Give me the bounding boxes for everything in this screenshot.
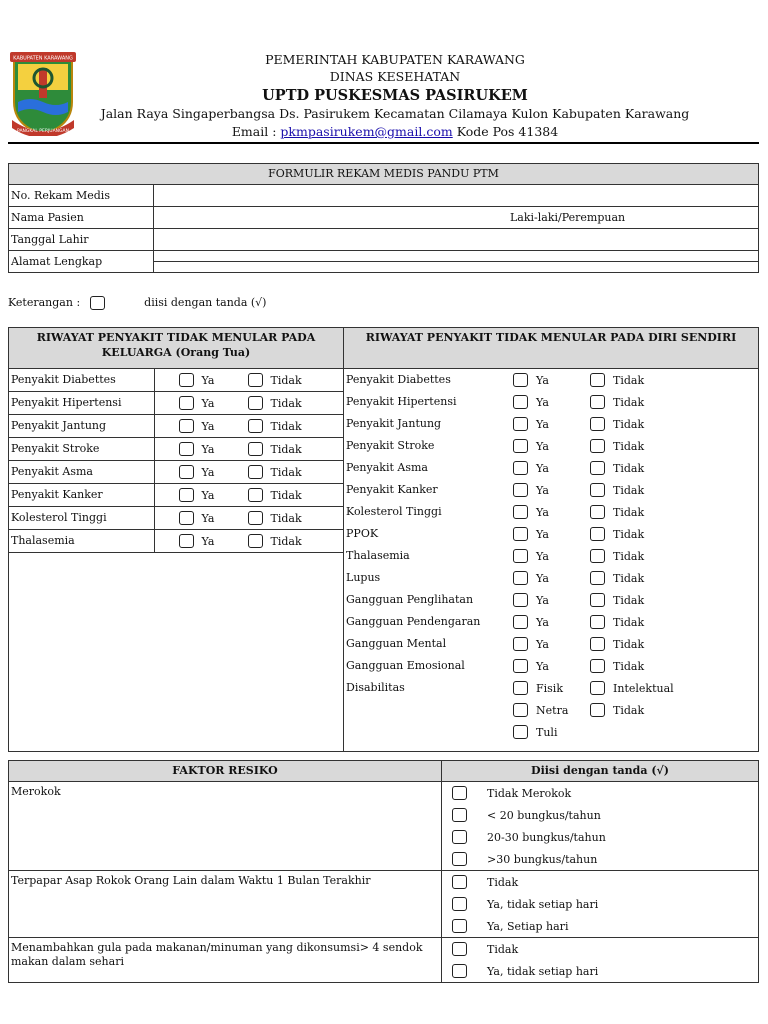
self-row [344,655,758,677]
yes-label: Ya [536,637,549,651]
self-disease-label: Penyakit Stroke [346,439,435,452]
no-label: Tidak [613,505,645,519]
risk-option-checkbox[interactable] [452,830,467,844]
family-row [9,438,343,461]
family-disease-label: Thalasemia [9,530,154,553]
family-row [9,530,343,553]
self-row [344,435,758,457]
self-disease-label: Penyakit Jantung [346,417,442,430]
disability-row [344,677,758,747]
self-options [485,413,758,435]
tanggal-lahir-field[interactable] [154,229,759,251]
yes-label: Ya [201,511,215,525]
risk-option-label: < 20 bungkus/tahun [487,808,601,822]
no-label: Tidak [613,659,645,673]
self-row [344,633,758,655]
family-options [154,369,343,392]
risk-option-checkbox[interactable] [452,942,467,956]
label-no-rekam-medis: No. Rekam Medis [9,185,154,207]
family-row [9,461,343,484]
family-disease-label: Penyakit Hipertensi [9,392,154,415]
self-disease-label: Penyakit Diabettes [346,373,451,386]
no-label: Tidak [613,571,645,585]
self-options [485,435,758,457]
self-row [344,391,758,413]
self-yes-checkbox[interactable] [513,659,528,673]
label-nama-pasien: Nama Pasien [9,207,154,229]
family-no-checkbox[interactable] [248,511,263,525]
no-label: Tidak [613,615,645,629]
risk-table [8,760,759,983]
risk-factor-label: Terpapar Asap Rokok Orang Lain dalam Waktu 1 Bulan Terakhir [9,871,442,938]
yes-label: Ya [536,593,549,607]
family-history [9,369,344,752]
no-label: Tidak [270,396,302,410]
risk-option-checkbox[interactable] [452,808,467,822]
self-row [344,589,758,611]
header-contact [0,124,768,139]
self-disease-label: Gangguan Emosional [346,659,465,672]
self-disease-label: Penyakit Kanker [346,483,438,496]
family-empty-area [9,553,343,752]
yes-label: Ya [536,615,549,629]
yes-label: Ya [536,505,549,519]
self-options [485,501,758,523]
self-disease-label: Lupus [346,571,381,584]
family-yes-checkbox[interactable] [179,465,194,479]
self-row [344,501,758,523]
self-yes-checkbox[interactable] [513,637,528,651]
identity-table [8,163,759,273]
risk-row [9,938,759,983]
self-no-checkbox[interactable] [590,395,605,409]
self-row [344,479,758,501]
family-no-checkbox[interactable] [248,488,263,502]
family-yes-checkbox[interactable] [179,534,194,548]
self-disease-label: Penyakit Asma [346,461,428,474]
self-no-checkbox[interactable] [590,439,605,453]
history-left-header: RIWAYAT PENYAKIT TIDAK MENULAR PADA KELUARGA (Orang Tua) [9,328,344,369]
risk-option-checkbox[interactable] [452,852,467,866]
self-options [485,457,758,479]
self-no-checkbox[interactable] [590,615,605,629]
self-yes-checkbox[interactable] [513,527,528,541]
family-disease-label: Penyakit Diabettes [9,369,154,392]
family-options [154,461,343,484]
self-disease-label: Gangguan Pendengaran [346,615,481,628]
self-yes-checkbox[interactable] [513,505,528,519]
family-no-checkbox[interactable] [248,534,263,548]
email-label: Email : [231,124,281,139]
self-no-checkbox[interactable] [590,659,605,673]
self-disease-label: Thalasemia [346,549,410,562]
self-history [344,369,759,752]
note-text: diisi dengan tanda (√) [144,296,267,309]
self-disease-label: Gangguan Mental [346,637,447,650]
letterhead [0,0,768,150]
self-yes-checkbox[interactable] [513,461,528,475]
form-title: FORMULIR REKAM MEDIS PANDU PTM [9,164,759,185]
family-yes-checkbox[interactable] [179,419,194,433]
no-label: Tidak [270,442,302,456]
self-options [485,567,758,589]
yes-label: Ya [536,483,549,497]
self-yes-checkbox[interactable] [513,571,528,585]
yes-label: Ya [536,659,549,673]
no-label: Tidak [270,373,302,387]
self-yes-checkbox[interactable] [513,373,528,387]
yes-label: Ya [536,461,549,475]
opt-intelektual: Intelektual [613,681,674,695]
risk-options [442,782,759,871]
self-no-checkbox[interactable] [590,417,605,431]
self-no-checkbox[interactable] [590,571,605,585]
risk-option-label: Tidak Merokok [487,786,572,800]
email-link[interactable]: pkmpasirukem@gmail.com [280,124,453,139]
self-row [344,457,758,479]
self-options [485,589,758,611]
family-options [154,530,343,553]
self-options [485,545,758,567]
note-checkbox [90,296,105,310]
risk-left-header: FAKTOR RESIKO [9,761,442,782]
disability-label: Disabilitas [346,681,405,694]
self-no-checkbox[interactable] [590,461,605,475]
disability-intelektual-checkbox[interactable] [590,681,605,695]
no-label: Tidak [270,465,302,479]
self-yes-checkbox[interactable] [513,483,528,497]
risk-option-checkbox[interactable] [452,875,467,889]
history-table [8,327,759,752]
label-tanggal-lahir: Tanggal Lahir [9,229,154,251]
family-disease-label: Kolesterol Tinggi [9,507,154,530]
family-no-checkbox[interactable] [248,396,263,410]
self-no-checkbox[interactable] [590,505,605,519]
yes-label: Ya [536,439,549,453]
no-label: Tidak [613,483,645,497]
risk-option-checkbox[interactable] [452,964,467,978]
opt-tuli: Tuli [536,725,558,739]
risk-right-header: Diisi dengan tanda (√) [442,761,759,782]
self-yes-checkbox[interactable] [513,549,528,563]
risk-options [442,938,759,983]
self-disease-label: Kolesterol Tinggi [346,505,442,518]
no-label: Tidak [270,488,302,502]
family-options [154,392,343,415]
family-options [154,415,343,438]
risk-option-checkbox[interactable] [452,897,467,911]
self-disease-label: Penyakit Hipertensi [346,395,457,408]
self-no-checkbox[interactable] [590,593,605,607]
risk-option-label: 20-30 bungkus/tahun [487,830,606,844]
risk-option-checkbox[interactable] [452,919,467,933]
risk-options [442,871,759,938]
self-row [344,523,758,545]
family-row [9,507,343,530]
yes-label: Ya [201,442,215,456]
no-label: Tidak [613,461,645,475]
risk-row [9,871,759,938]
family-no-checkbox[interactable] [248,419,263,433]
header-address: Jalan Raya Singaperbangsa Ds. Pasirukem Kecamatan Cilamaya Kulon Kabupaten Karawang [100,106,690,121]
yes-label: Ya [536,527,549,541]
self-options [485,611,758,633]
header-divider [8,142,759,144]
yes-label: Ya [536,373,549,387]
self-no-checkbox[interactable] [590,527,605,541]
family-disease-label: Penyakit Asma [9,461,154,484]
disability-options [485,677,758,747]
logo-text-bottom: PANGKAL PERJUANGAN [17,129,69,134]
yes-label: Ya [536,417,549,431]
yes-label: Ya [201,534,215,548]
family-options [154,484,343,507]
self-no-checkbox[interactable] [590,549,605,563]
self-history-list [344,369,758,747]
note-label: Keterangan : [8,296,81,309]
risk-factor-label: Menambahkan gula pada makanan/minuman yang dikonsumsi> 4 sendok makan dalam sehari [9,938,442,983]
risk-option-label: Tidak [487,875,519,889]
no-label: Tidak [270,534,302,548]
risk-option-label: Ya, tidak setiap hari [487,964,599,978]
self-options [485,479,758,501]
no-label: Tidak [613,637,645,651]
no-label: Tidak [613,593,645,607]
self-options [485,523,758,545]
disability-tidak-checkbox[interactable] [590,703,605,717]
no-label: Tidak [270,419,302,433]
risk-option-label: >30 bungkus/tahun [487,852,598,866]
self-yes-checkbox[interactable] [513,593,528,607]
family-options [154,438,343,461]
alamat-field-1[interactable] [154,251,759,262]
no-label: Tidak [613,527,645,541]
family-disease-label: Penyakit Jantung [9,415,154,438]
note [8,294,266,312]
family-row [9,369,343,392]
self-options [485,391,758,413]
label-alamat: Alamat Lengkap [9,251,154,273]
header-line1: PEMERINTAH KABUPATEN KARAWANG [265,52,525,67]
no-label: Tidak [613,395,645,409]
logo-text-top: KABUPATEN KARAWANG [13,55,73,62]
alamat-field-2[interactable] [154,262,759,273]
self-no-checkbox[interactable] [590,373,605,387]
risk-option-label: Ya, tidak setiap hari [487,897,599,911]
header-line2: DINAS KESEHATAN [329,69,461,84]
self-no-checkbox[interactable] [590,483,605,497]
no-label: Tidak [270,511,302,525]
yes-label: Ya [201,373,215,387]
family-disease-label: Penyakit Stroke [9,438,154,461]
opt-tidak: Tidak [613,703,645,717]
header-line3: UPTD PUSKESMAS PASIRUKEM [262,87,528,104]
self-yes-checkbox[interactable] [513,615,528,629]
nama-pasien-field[interactable] [154,207,759,229]
risk-factor-label: Merokok [9,782,442,871]
self-row [344,413,758,435]
yes-label: Ya [536,395,549,409]
family-no-checkbox[interactable] [248,442,263,456]
opt-netra: Netra [536,703,569,717]
yes-label: Ya [201,419,215,433]
self-row [344,611,758,633]
self-yes-checkbox[interactable] [513,439,528,453]
history-right-header: RIWAYAT PENYAKIT TIDAK MENULAR PADA DIRI SENDIRI [344,328,759,369]
no-rekam-medis-field[interactable] [154,185,759,207]
risk-row [9,782,759,871]
family-row [9,484,343,507]
risk-option-label: Tidak [487,942,519,956]
yes-label: Ya [536,571,549,585]
family-yes-checkbox[interactable] [179,373,194,387]
yes-label: Ya [201,396,215,410]
yes-label: Ya [536,549,549,563]
family-disease-label: Penyakit Kanker [9,484,154,507]
family-options [154,507,343,530]
no-label: Tidak [613,373,645,387]
no-label: Tidak [613,417,645,431]
disability-netra-checkbox[interactable] [513,703,528,717]
self-disease-label: Gangguan Penglihatan [346,593,474,606]
disability-tuli-checkbox[interactable] [513,725,528,739]
self-yes-checkbox[interactable] [513,395,528,409]
no-label: Tidak [613,549,645,563]
self-options [485,655,758,677]
family-no-checkbox[interactable] [248,373,263,387]
family-history-list [9,369,343,751]
family-yes-checkbox[interactable] [179,511,194,525]
yes-label: Ya [201,465,215,479]
self-row [344,369,758,391]
self-options [485,369,758,391]
self-disease-label: PPOK [346,527,379,540]
self-yes-checkbox[interactable] [513,417,528,431]
family-no-checkbox[interactable] [248,465,263,479]
opt-fisik: Fisik [536,681,563,695]
family-yes-checkbox[interactable] [179,442,194,456]
self-row [344,567,758,589]
yes-label: Ya [201,488,215,502]
self-row [344,545,758,567]
self-no-checkbox[interactable] [590,637,605,651]
disability-fisik-checkbox[interactable] [513,681,528,695]
risk-option-checkbox[interactable] [452,786,467,800]
postcode: Kode Pos 41384 [452,124,559,139]
self-options [485,633,758,655]
family-yes-checkbox[interactable] [179,396,194,410]
gender-label: Laki-laki/Perempuan [510,211,626,224]
family-row [9,415,343,438]
family-row [9,392,343,415]
no-label: Tidak [613,439,645,453]
family-yes-checkbox[interactable] [179,488,194,502]
risk-option-label: Ya, Setiap hari [487,919,569,933]
